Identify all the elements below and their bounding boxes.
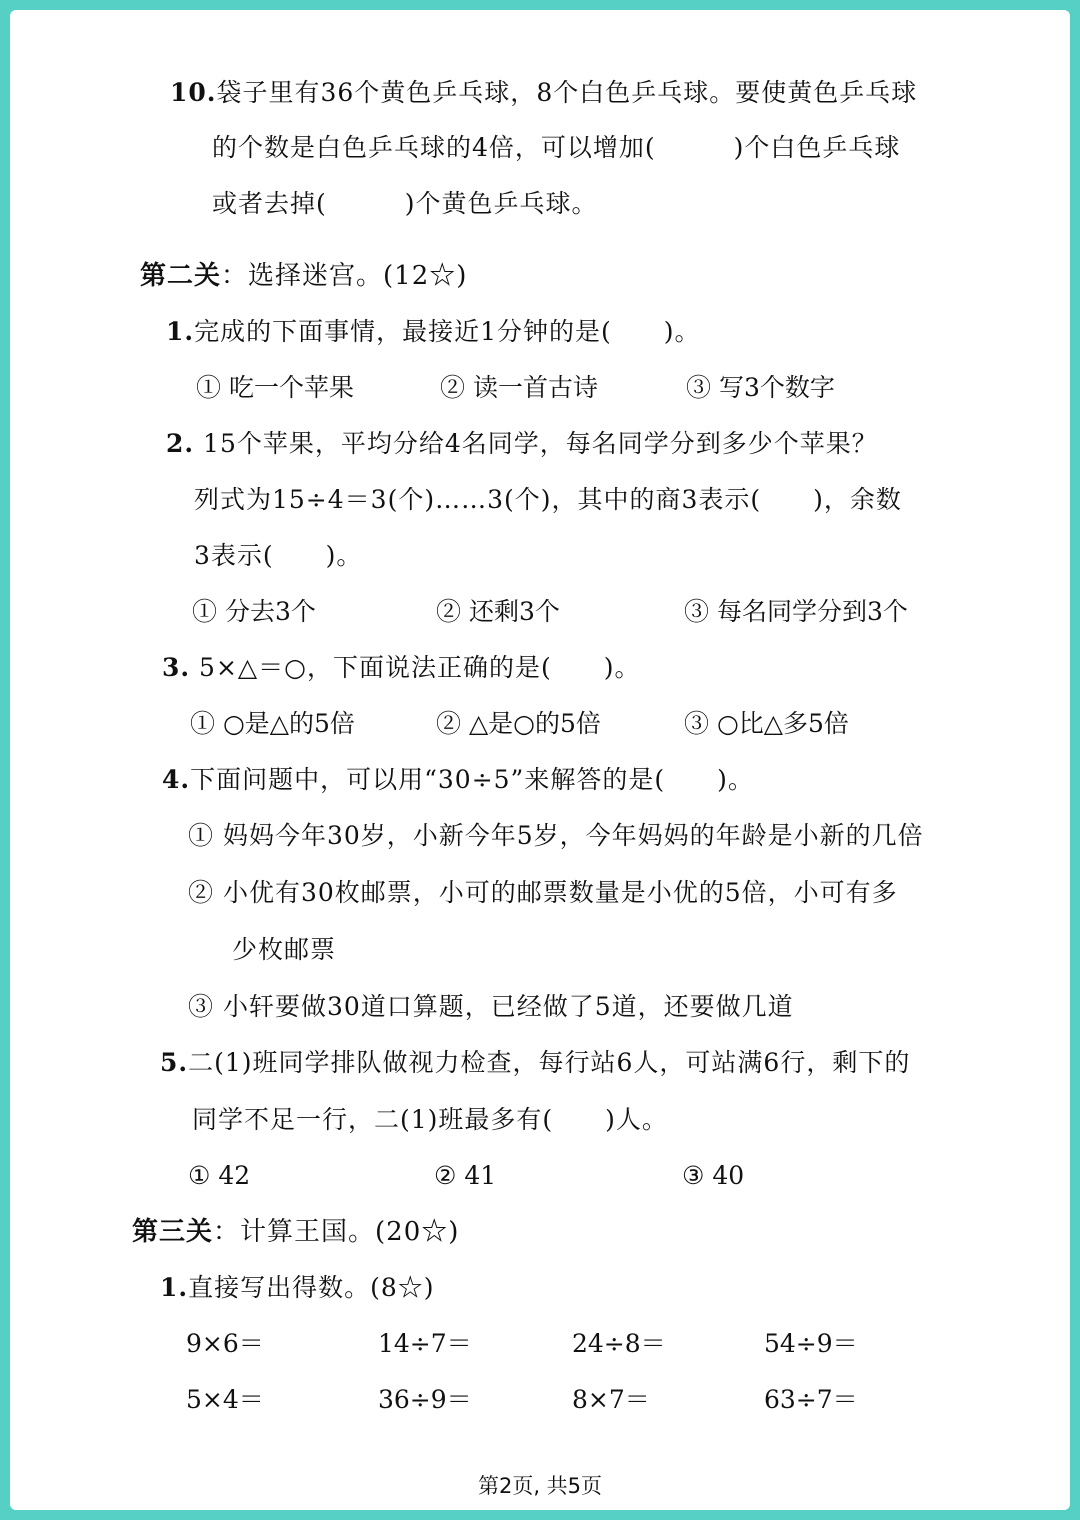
q10-text-1: 袋子里有36个黄色乒乓球，8个白色乒乓球。要使黄色乒乓球 (216, 78, 918, 107)
page-footer: 第2页, 共5页 (477, 1474, 603, 1498)
s2q1-option-2: ② 读一首古诗 (440, 373, 598, 402)
s2q1-text: 完成的下面事情，最接近1分钟的是( )。 (194, 317, 701, 346)
section-3-title: 第三关 (132, 1217, 214, 1247)
s2q2-option-1: ① 分去3个 (192, 597, 316, 626)
s2q5-option-1: ① 42 (188, 1161, 251, 1190)
s2q1-option-3: ③ 写3个数字 (686, 373, 835, 402)
s2q1-stem (166, 315, 701, 349)
s2q5-text-1: 二(1)班同学排队做视力检查，每行站6人，可站满6行，剩下的 (188, 1048, 911, 1077)
s2q3-option-2: ② △是○的5倍 (436, 709, 601, 738)
q10-line-1 (170, 76, 917, 110)
q10-line-2: 的个数是白色乒乓球的4倍，可以增加( )个白色乒乓球 (212, 133, 901, 162)
s2q4-option-2-line-1: ② 小优有30枚邮票，小可的邮票数量是小优的5倍，小可有多 (188, 878, 898, 907)
section-2-title: 第二关 (140, 261, 222, 291)
calc-item: 63÷7＝ (764, 1385, 858, 1414)
s2q3-option-1: ① ○是△的5倍 (190, 709, 355, 738)
s2q4-option-3: ③ 小轩要做30道口算题，已经做了5道，还要做几道 (188, 992, 794, 1021)
s2q2-option-3: ③ 每名同学分到3个 (684, 597, 908, 626)
s2q2-text-1: 15个苹果，平均分给4名同学，每名同学分到多少个苹果？ (194, 429, 878, 458)
s2q3-text: 5×△＝○，下面说法正确的是( )。 (190, 653, 641, 682)
s2q5-option-2: ② 41 (434, 1161, 497, 1190)
s2q2-option-2: ② 还剩3个 (436, 597, 560, 626)
s2q2-line-1 (166, 427, 878, 461)
s2q5-option-3: ③ 40 (682, 1161, 745, 1190)
s2q3-option-3: ③ ○比△多5倍 (684, 709, 849, 738)
s2q4-text: 下面问题中，可以用“30÷5”来解答的是( )。 (190, 765, 754, 794)
s2q2-line-3: 3表示( )。 (194, 541, 363, 570)
s2q5-line-2: 同学不足一行，二(1)班最多有( )人。 (192, 1105, 668, 1134)
s3q1-text: 直接写出得数。(8☆) (188, 1273, 435, 1302)
section-2-header (140, 259, 467, 293)
q10-line-3: 或者去掉( )个黄色乒乓球。 (212, 189, 598, 218)
s2q5-line-1 (160, 1046, 910, 1080)
calc-item: 54÷9＝ (764, 1329, 858, 1358)
s2q4-option-1: ① 妈妈今年30岁，小新今年5岁，今年妈妈的年龄是小新的几倍 (188, 821, 924, 850)
calc-item: 24÷8＝ (572, 1329, 666, 1358)
section-3-desc: ：计算王国。(20☆) (213, 1217, 460, 1247)
s3q1-number: 1. (160, 1273, 189, 1302)
s2q2-number: 2. (166, 429, 195, 458)
calc-item: 9×6＝ (186, 1329, 264, 1358)
s2q2-line-2: 列式为15÷4＝3(个)……3(个)，其中的商3表示( )，余数 (194, 485, 902, 514)
calc-item: 8×7＝ (572, 1385, 650, 1414)
worksheet-page (10, 10, 1070, 1510)
calc-item: 14÷7＝ (378, 1329, 472, 1358)
s2q4-stem (162, 763, 754, 797)
s2q4-option-2-line-2: 少枚邮票 (232, 935, 337, 964)
s2q3-number: 3. (162, 653, 191, 682)
calc-item: 36÷9＝ (378, 1385, 472, 1414)
s3q1-stem (160, 1271, 435, 1305)
s2q3-stem (162, 651, 640, 685)
section-3-header (132, 1215, 459, 1249)
s2q4-number: 4. (162, 765, 191, 794)
calc-item: 5×4＝ (186, 1385, 264, 1414)
s2q5-number: 5. (160, 1048, 189, 1077)
q10-number: 10. (170, 78, 217, 107)
section-2-desc: ：选择迷宫。(12☆) (221, 261, 468, 291)
s2q1-option-1: ① 吃一个苹果 (196, 373, 354, 402)
s2q1-number: 1. (166, 317, 195, 346)
